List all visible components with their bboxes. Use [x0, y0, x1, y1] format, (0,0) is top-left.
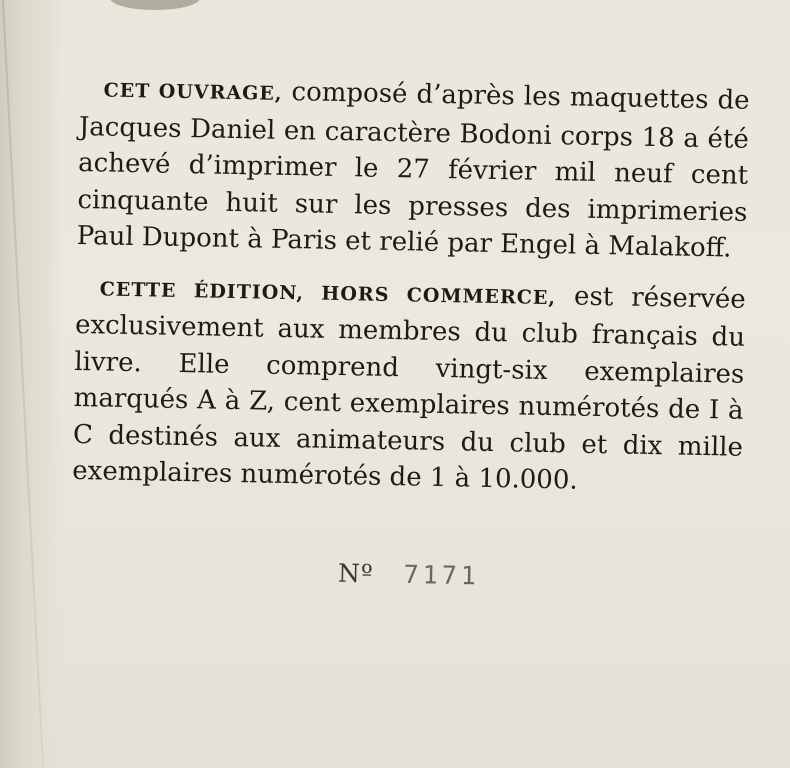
top-shadow: [110, 0, 200, 10]
paragraph-2-lead: CETTE ÉDITION, HORS COMMERCE,: [99, 277, 557, 309]
paragraph-1-lead: CET OUVRAGE,: [103, 79, 283, 105]
paragraph-1-body: composé d’après les maquettes de Jacques Daniel en caractère Bodoni corps 18 a été achevé d’imprimer le 27 février mil neuf cent cinquante huit sur les presses des imprimeries Paul Dupont à Paris et relié par Engel à Malakoff.: [76, 77, 750, 264]
number-value: 7171: [403, 559, 481, 591]
number-label: Nº: [337, 558, 374, 589]
colophon-paragraph-2: [72, 268, 746, 502]
colophon-paragraph-1: [76, 70, 749, 267]
paragraph-2-body: est réservée exclusivement aux membres du club français du livre. Elle comprend vingt-six exemplaires marqués A à Z, cent exemplaires numérotés de I à C destinés aux animateurs du club et dix mille exemplaires numérotés de 1 à 10.000.: [72, 281, 747, 496]
colophon-text: [72, 70, 750, 502]
copy-number: [338, 559, 480, 591]
